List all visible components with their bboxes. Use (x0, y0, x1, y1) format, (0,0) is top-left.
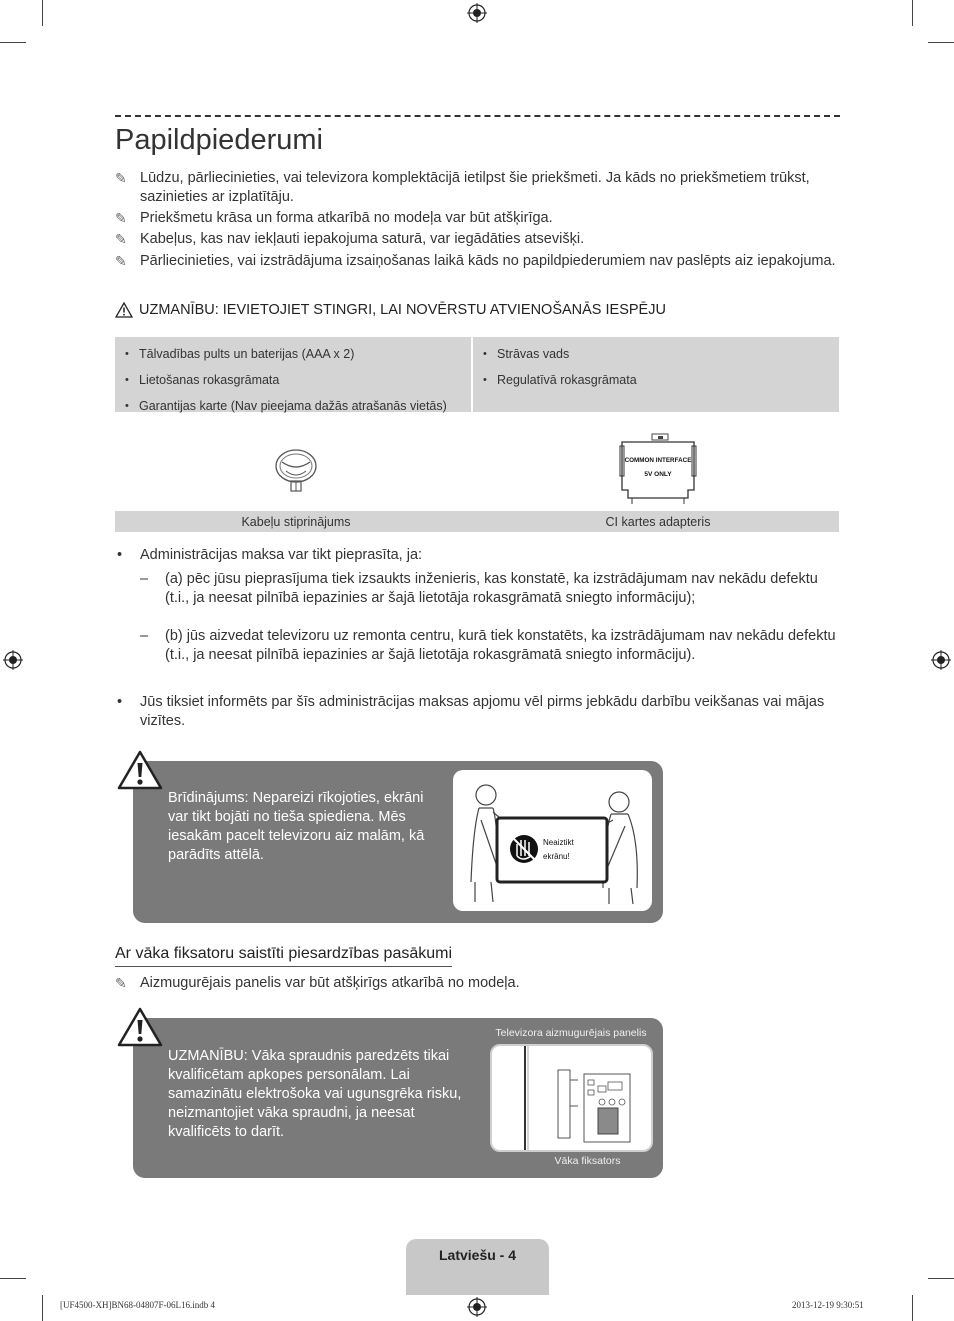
pencil-icon: ✎ (115, 253, 127, 269)
warning-text: Brīdinājums: Nepareizi rīkojoties, ekrāni var tikt bojāti no tieša spiediena. Mēs iesakām pacelt televizoru aiz malām, kā parādīts attēlā. (168, 790, 425, 863)
note-item: ✎ Priekšmetu krāsa un forma atkarībā no modeļa var būt atšķirīga. (115, 210, 553, 226)
cable-holder-icon (271, 445, 321, 495)
screen-label-line1: Neaiztikt (543, 838, 574, 847)
print-slug-left: [UF4500-XH]BN68-04807F-06L16.indb 4 (60, 1300, 215, 1310)
crop-mark (42, 1295, 43, 1321)
note-item: ✎ Kabeļus, kas nav iekļauti iepakojuma saturā, var iegādāties atsevišķi. (115, 231, 585, 247)
note-item: ✎ Lūdzu, pārliecinieties, vai televizora komplektācijā ietilpst šie priekšmeti. Ja kāds no priekšmetiem trūkst, sazinieties ar izplatītāju. (115, 170, 810, 205)
caution-text: UZMANĪBU: Vāka spraudnis paredzēts tikai kvalificētam apkopes personālam. Lai samazinātu elektrošoka vai ugunsgrēka risku, neizmantojiet vāka spraudni, ja neesat kvalificēts to darīt. (168, 1048, 462, 1140)
back-panel-icon (492, 1046, 651, 1150)
crop-mark (42, 0, 43, 26)
page-title: Papildpiederumi (115, 124, 323, 156)
registration-mark-icon (467, 1297, 487, 1317)
print-slug-right: 2013-12-19 9:30:51 (792, 1300, 864, 1310)
ci-card-adapter-icon (618, 432, 698, 508)
note-item: ✎ Pārliecinieties, vai izstrādājuma izsaiņošanas laikā kāds no papildpiederumiem nav paslēpts aiz iepakojuma. (115, 253, 836, 269)
list-item: • Tālvadības pults un baterijas (AAA x 2) (125, 347, 355, 361)
warning-triangle-icon (117, 750, 163, 790)
list-item: • Garantijas karte (Nav pieejama dažās atrašanās vietās) (125, 399, 447, 413)
cable-holder-image (115, 430, 477, 510)
list-item: • Regulatīvā rokasgrāmata (483, 373, 637, 387)
registration-mark-icon (467, 3, 487, 23)
ci-label-line2: 5V ONLY (644, 471, 672, 478)
list-item: • Lietošanas rokasgrāmata (125, 373, 280, 387)
crop-mark (912, 1295, 913, 1321)
image-captions (115, 511, 839, 532)
crop-mark (0, 42, 26, 43)
warning-triangle-icon (117, 1007, 163, 1047)
crop-mark (928, 42, 954, 43)
ci-label-line1: COMMON INTERFACE (624, 457, 692, 464)
accessories-column-right (473, 337, 839, 412)
registration-mark-icon (3, 650, 23, 670)
people-lifting-tv-icon (453, 770, 652, 911)
ci-card-adapter-image (477, 430, 839, 510)
page-number-tab: Latviešu - 4 (406, 1239, 549, 1295)
crop-mark (912, 0, 913, 26)
bullet-item: • Administrācijas maksa var tikt pieprasīta, ja: (117, 547, 423, 563)
caption-cable-holder: Kabeļu stiprinājums (241, 514, 351, 529)
bullet-item: • Jūs tiksiet informēts par šīs administrācijas maksas apjomu vēl pirms jebkādu darbību veikšanas vai mājas vizītes. (117, 694, 825, 729)
pencil-icon: ✎ (115, 975, 127, 991)
crop-mark (928, 1278, 954, 1279)
section-title: Ar vāka fiksatoru saistīti piesardzības pasākumi (115, 945, 452, 967)
pencil-icon: ✎ (115, 210, 127, 226)
back-panel-illustration (490, 1044, 653, 1152)
title-rule (115, 115, 840, 117)
accessories-column-left (115, 337, 473, 412)
caution-heading: UZMANĪBU: IEVIETOJIET STINGRI, LAI NOVĒRSTU ATVIENOŠANĀS IESPĒJU (115, 302, 666, 318)
caption-ci-adapter: CI kartes adapteris (605, 514, 711, 529)
sub-item-a: – (a) pēc jūsu pieprasījuma tiek izsaukts inženieris, kas konstatē, ka izstrādājumam nav nekādu defektu (t.i., ja neesat pilnībā iepazinies ar šajā lietotāja rokasgrāmatā sniegto informāciju); (140, 571, 818, 606)
screen-label-line2: ekrānu! (543, 852, 570, 861)
tv-lift-illustration (453, 770, 652, 911)
sub-item-b: – (b) jūs aizvedat televizoru uz remonta centru, kurā tiek konstatēts, ka izstrādājumam nav nekādu defektu (t.i., ja neesat pilnībā iepazinies ar šajā lietotāja rokasgrāmatā sniegto informāciju). (140, 628, 836, 663)
pencil-icon: ✎ (115, 170, 127, 186)
cover-lock-label: Vāka fiksators (554, 1155, 621, 1167)
accessories-table (115, 337, 839, 412)
pencil-icon: ✎ (115, 231, 127, 247)
back-panel-label: Televizora aizmugurējais panelis (495, 1027, 647, 1039)
registration-mark-icon (931, 650, 951, 670)
warning-triangle-icon (115, 302, 133, 318)
list-item: • Strāvas vads (483, 347, 570, 361)
note-item: ✎ Aizmugurējais panelis var būt atšķirīgs atkarībā no modeļa. (115, 975, 520, 991)
crop-mark (0, 1278, 26, 1279)
